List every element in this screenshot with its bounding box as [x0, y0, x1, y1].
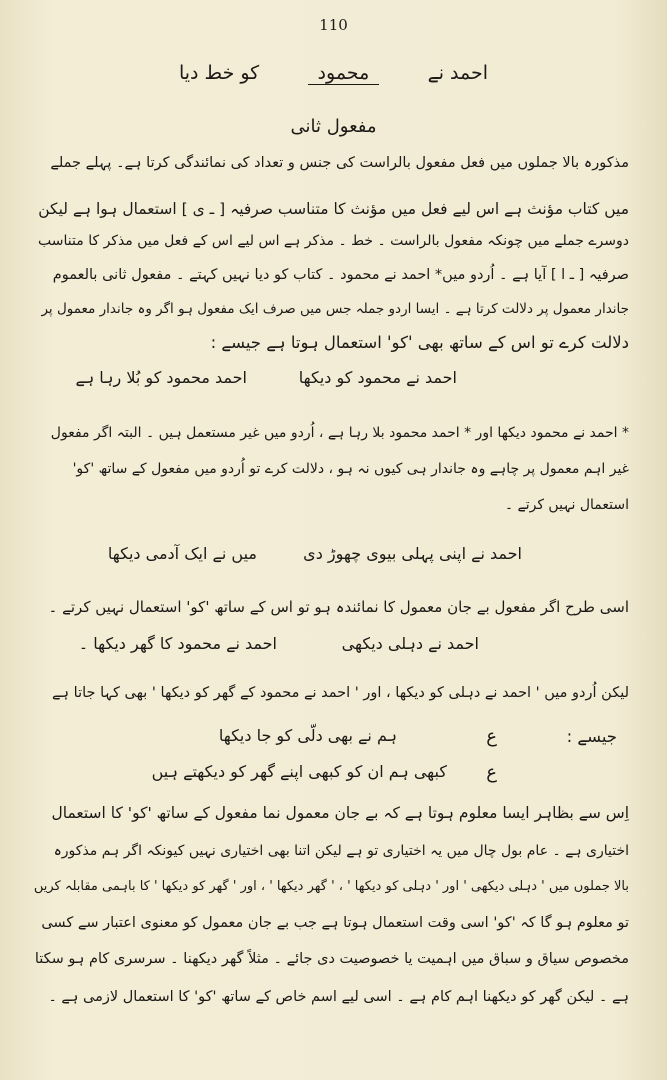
paragraph-line: مخصوص سیاق و سباق میں اہمیت یا خصوصیت دی جائے ۔ مثلاً گھر دیکھنا ۔ سرسری کام ہو سکتا — [34, 951, 629, 967]
footnote-line: غیر اہم معمول پر چاہے وہ جاندار ہی کیوں نہ ہو ، دلالت کرے تو اُردو میں مفعول کے ساتھ 'کو' — [72, 461, 629, 477]
example-right: احمد نے محمود کو دیکھا — [298, 368, 457, 387]
paragraph-line: اختیاری ہے ۔ عام بول چال میں یہ اختیاری تو ہے لیکن اتنا بھی اختیاری نہیں کیونکہ اگر ہم مذکورہ — [53, 843, 629, 859]
paragraph-line: صرفیہ [ ـ ا ] آیا ہے ۔ اُردو میں* احمد نے محمود ۔ کتاب کو دیا نہیں کہتے ۔ مفعول ثانی بالعموم — [52, 267, 629, 283]
page-number: 110 — [319, 16, 348, 34]
paragraph-line: لیکن اُردو میں ' احمد نے دہلی کو دیکھا ، اور ' احمد نے محمود کے گھر کو دیکھا ' بھی کہا جاتا ہے — [52, 685, 629, 701]
verse-marker: ع — [486, 726, 497, 747]
paragraph-line: جیسے : — [566, 727, 617, 746]
footnote-line: * احمد نے محمود دیکھا اور * احمد محمود بلا رہا ہے ، اُردو میں غیر مستعمل ہیں ۔ البتہ اگر مفعول — [50, 425, 629, 441]
paragraph-line: جاندار معمول پر دلالت کرتا ہے ۔ ایسا اردو جملہ جس میں صرف ایک مفعول ہو اگر وہ جاندار معمول پر — [41, 301, 629, 317]
paragraph-line: دلالت کرے تو اس کے ساتھ بھی 'کو' استعمال ہوتا ہے جیسے : — [210, 333, 629, 352]
example-left: احمد نے محمود کا گھر دیکھا ۔ — [78, 634, 277, 653]
subheading: مفعول ثانی — [290, 116, 377, 137]
example-left: احمد محمود کو بُلا رہا ہے — [75, 368, 247, 387]
example-left: میں نے ایک آدمی دیکھا — [107, 544, 257, 563]
paragraph-line: اسی طرح اگر مفعول بے جان معمول کا نمائندہ ہو تو اس کے ساتھ 'کو' استعمال نہیں کرتے ۔ — [48, 598, 629, 616]
paragraph-line: تو معلوم ہو گا کہ 'کو' اسی وقت استعمال ہوتا ہے جب بے جان معمول کو معنوی اعتبار سے کسی — [41, 915, 629, 931]
heading-part-underlined: محمود — [308, 62, 380, 85]
heading-part-verb: کو خط دیا — [178, 62, 260, 84]
paragraph-line: ہے ۔ لیکن گھر کو دیکھنا اہم کام ہے ۔ اسی لیے اسم خاص کے ساتھ 'کو' کا استعمال لازمی ہے ۔ — [48, 989, 629, 1005]
paragraph-line: بالا جملوں میں ' دہلی دیکھی ' اور ' دہلی کو دیکھا ' ، ' گھر دیکھا ' ، اور ' گھر کو دیکھا ' کا باہمی مقابلہ کریں — [33, 879, 629, 894]
verse-line: ہم نے بھی دلّی کو جا دیکھا — [218, 726, 397, 745]
footnote-line: استعمال نہیں کرتے ۔ — [504, 497, 629, 513]
paragraph-line: مذکورہ بالا جملوں میں فعل مفعول بالراست کی جنس و تعداد کی نمائندگی کرتا ہے۔ پہلے جملے — [50, 155, 629, 171]
example-heading — [0, 60, 667, 86]
example-right: احمد نے دہلی دیکھی — [341, 634, 479, 653]
paragraph-line: اِس سے بظاہر ایسا معلوم ہوتا ہے کہ بے جان معمول نما مفعول کے ساتھ 'کو' کا استعمال — [51, 804, 629, 822]
verse-line: کبھی ہم ان کو کبھی اپنے گھر کو دیکھتے ہیں — [151, 762, 447, 781]
paragraph-line: دوسرے جملے میں چونکہ مفعول بالراست ۔ خط ۔ مذکر ہے اس لیے اس کے فعل میں مذکر کا متناسب — [38, 233, 629, 249]
verse-marker: ع — [486, 762, 497, 783]
heading-part-subject: احمد نے — [427, 62, 489, 84]
paragraph-line: میں کتاب مؤنث ہے اس لیے فعل میں مؤنث کا متناسب صرفیہ [ ـ ی ] استعمال ہوا ہے لیکن — [38, 200, 629, 218]
example-right: احمد نے اپنی پہلی بیوی چھوڑ دی — [303, 544, 522, 563]
